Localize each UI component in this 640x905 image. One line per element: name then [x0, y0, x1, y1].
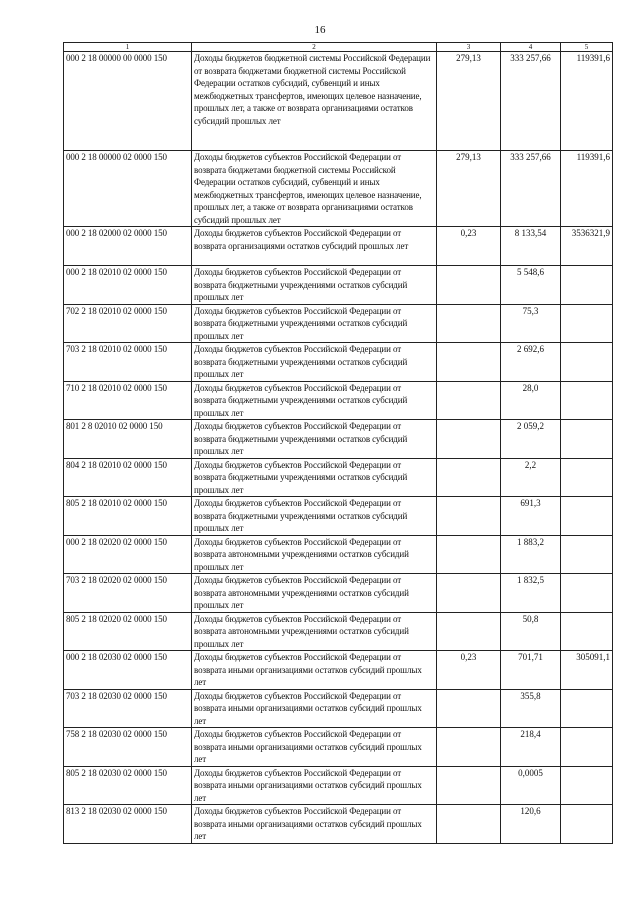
budget-code-cell: 000 2 18 00000 00 0000 150	[64, 52, 192, 151]
table-row	[64, 574, 613, 613]
column-5-value	[561, 497, 613, 536]
budget-code-cell: 703 2 18 02020 02 0000 150	[64, 574, 192, 613]
table-row	[64, 458, 613, 497]
revenue-name-cell: Доходы бюджетов субъектов Российской Федерации от возврата иными организациями остатков субсидий прошлых лет	[192, 651, 437, 690]
column-header: 1	[64, 43, 192, 52]
column-4-value: 691,3	[501, 497, 561, 536]
column-header: 3	[437, 43, 501, 52]
column-3-value	[437, 535, 501, 574]
table-row	[64, 689, 613, 728]
column-4-value: 2,2	[501, 458, 561, 497]
budget-code-cell: 000 2 18 02010 02 0000 150	[64, 266, 192, 305]
budget-table	[63, 42, 613, 844]
column-5-value	[561, 535, 613, 574]
budget-code-cell: 000 2 18 02020 02 0000 150	[64, 535, 192, 574]
budget-code-cell: 703 2 18 02030 02 0000 150	[64, 689, 192, 728]
column-4-value: 5 548,6	[501, 266, 561, 305]
column-5-value	[561, 689, 613, 728]
column-3-value	[437, 266, 501, 305]
revenue-name-cell: Доходы бюджетов субъектов Российской Федерации от возврата автономными учреждениями остатков субсидий прошлых лет	[192, 535, 437, 574]
page-number: 16	[314, 24, 326, 36]
table-body	[64, 43, 613, 844]
column-4-value: 218,4	[501, 728, 561, 767]
column-3-value	[437, 343, 501, 382]
column-5-value: 305091,1	[561, 651, 613, 690]
column-4-value: 8 133,54	[501, 227, 561, 266]
column-4-value: 701,71	[501, 651, 561, 690]
revenue-name-cell: Доходы бюджетов субъектов Российской Федерации от возврата бюджетными учреждениями остатков субсидий прошлых лет	[192, 497, 437, 536]
table-row	[64, 151, 613, 227]
column-3-value	[437, 420, 501, 459]
column-5-value	[561, 266, 613, 305]
table-row	[64, 343, 613, 382]
budget-code-cell: 804 2 18 02010 02 0000 150	[64, 458, 192, 497]
column-4-value: 0,0005	[501, 766, 561, 805]
column-3-value	[437, 766, 501, 805]
table-row	[64, 535, 613, 574]
table-row	[64, 227, 613, 266]
column-4-value: 333 257,66	[501, 52, 561, 151]
column-5-value: 119391,6	[561, 151, 613, 227]
budget-code-cell: 000 2 18 02000 02 0000 150	[64, 227, 192, 266]
column-5-value	[561, 343, 613, 382]
column-5-value: 119391,6	[561, 52, 613, 151]
column-4-value: 355,8	[501, 689, 561, 728]
column-5-value	[561, 574, 613, 613]
column-3-value	[437, 728, 501, 767]
column-5-value	[561, 728, 613, 767]
revenue-name-cell: Доходы бюджетов субъектов Российской Федерации от возврата иными организациями остатков субсидий прошлых лет	[192, 689, 437, 728]
column-4-value: 50,8	[501, 612, 561, 651]
table-row	[64, 651, 613, 690]
column-3-value: 279,13	[437, 52, 501, 151]
column-4-value: 120,6	[501, 805, 561, 844]
column-3-value: 279,13	[437, 151, 501, 227]
revenue-name-cell: Доходы бюджетов бюджетной системы Российской Федерации от возврата бюджетами бюджетной системы Российской Федерации остатков субсидий, субвенций и иных межбюджетных трансфертов, имеющих целевое назначение, прошлых лет, а также от возврата организациями остатков субсидий прошлых лет	[192, 52, 437, 151]
column-4-value: 2 059,2	[501, 420, 561, 459]
column-header: 5	[561, 43, 613, 52]
revenue-name-cell: Доходы бюджетов субъектов Российской Федерации от возврата бюджетными учреждениями остатков субсидий прошлых лет	[192, 266, 437, 305]
revenue-name-cell: Доходы бюджетов субъектов Российской Федерации от возврата иными организациями остатков субсидий прошлых лет	[192, 728, 437, 767]
column-4-value: 28,0	[501, 381, 561, 420]
budget-code-cell: 758 2 18 02030 02 0000 150	[64, 728, 192, 767]
budget-code-cell: 702 2 18 02010 02 0000 150	[64, 304, 192, 343]
table-row	[64, 612, 613, 651]
column-5-value: 3536321,9	[561, 227, 613, 266]
column-5-value	[561, 805, 613, 844]
column-4-value: 333 257,66	[501, 151, 561, 227]
column-5-value	[561, 304, 613, 343]
column-3-value	[437, 574, 501, 613]
revenue-name-cell: Доходы бюджетов субъектов Российской Федерации от возврата бюджетными учреждениями остатков субсидий прошлых лет	[192, 343, 437, 382]
table-row	[64, 304, 613, 343]
column-4-value: 2 692,6	[501, 343, 561, 382]
column-header: 2	[192, 43, 437, 52]
column-5-value	[561, 612, 613, 651]
budget-code-cell: 805 2 18 02030 02 0000 150	[64, 766, 192, 805]
column-3-value	[437, 458, 501, 497]
table-row	[64, 497, 613, 536]
column-3-value: 0,23	[437, 651, 501, 690]
column-5-value	[561, 458, 613, 497]
column-3-value: 0,23	[437, 227, 501, 266]
budget-code-cell: 805 2 18 02010 02 0000 150	[64, 497, 192, 536]
column-5-value	[561, 420, 613, 459]
column-4-value: 1 883,2	[501, 535, 561, 574]
budget-code-cell: 813 2 18 02030 02 0000 150	[64, 805, 192, 844]
budget-code-cell: 000 2 18 02030 02 0000 150	[64, 651, 192, 690]
revenue-name-cell: Доходы бюджетов субъектов Российской Федерации от возврата иными организациями остатков субсидий прошлых лет	[192, 805, 437, 844]
revenue-name-cell: Доходы бюджетов субъектов Российской Федерации от возврата автономными учреждениями остатков субсидий прошлых лет	[192, 612, 437, 651]
column-4-value: 75,3	[501, 304, 561, 343]
revenue-name-cell: Доходы бюджетов субъектов Российской Федерации от возврата организациями остатков субсидий прошлых лет	[192, 227, 437, 266]
revenue-name-cell: Доходы бюджетов субъектов Российской Федерации от возврата бюджетными учреждениями остатков субсидий прошлых лет	[192, 304, 437, 343]
column-3-value	[437, 497, 501, 536]
revenue-name-cell: Доходы бюджетов субъектов Российской Федерации от возврата иными организациями остатков субсидий прошлых лет	[192, 766, 437, 805]
column-3-value	[437, 805, 501, 844]
budget-code-cell: 710 2 18 02010 02 0000 150	[64, 381, 192, 420]
table-row	[64, 52, 613, 151]
column-header: 4	[501, 43, 561, 52]
column-3-value	[437, 612, 501, 651]
column-3-value	[437, 381, 501, 420]
budget-code-cell: 801 2 8 02010 02 0000 150	[64, 420, 192, 459]
budget-code-cell: 000 2 18 00000 02 0000 150	[64, 151, 192, 227]
table-row	[64, 805, 613, 844]
column-3-value	[437, 304, 501, 343]
column-3-value	[437, 689, 501, 728]
table-row	[64, 266, 613, 305]
budget-code-cell: 703 2 18 02010 02 0000 150	[64, 343, 192, 382]
column-5-value	[561, 766, 613, 805]
column-4-value: 1 832,5	[501, 574, 561, 613]
budget-code-cell: 805 2 18 02020 02 0000 150	[64, 612, 192, 651]
revenue-name-cell: Доходы бюджетов субъектов Российской Федерации от возврата автономными учреждениями остатков субсидий прошлых лет	[192, 574, 437, 613]
table-row	[64, 728, 613, 767]
column-number-row	[64, 43, 613, 52]
revenue-name-cell: Доходы бюджетов субъектов Российской Федерации от возврата бюджетными учреждениями остатков субсидий прошлых лет	[192, 458, 437, 497]
column-5-value	[561, 381, 613, 420]
revenue-name-cell: Доходы бюджетов субъектов Российской Федерации от возврата бюджетными учреждениями остатков субсидий прошлых лет	[192, 420, 437, 459]
revenue-name-cell: Доходы бюджетов субъектов Российской Федерации от возврата бюджетами бюджетной системы Российской Федерации остатков субсидий, субвенций и иных межбюджетных трансфертов, имеющих целевое назначение, прошлых лет, а также от возврата организациями остатков субсидий прошлых лет	[192, 151, 437, 227]
table-row	[64, 381, 613, 420]
revenue-name-cell: Доходы бюджетов субъектов Российской Федерации от возврата бюджетными учреждениями остатков субсидий прошлых лет	[192, 381, 437, 420]
table-row	[64, 766, 613, 805]
table-row	[64, 420, 613, 459]
